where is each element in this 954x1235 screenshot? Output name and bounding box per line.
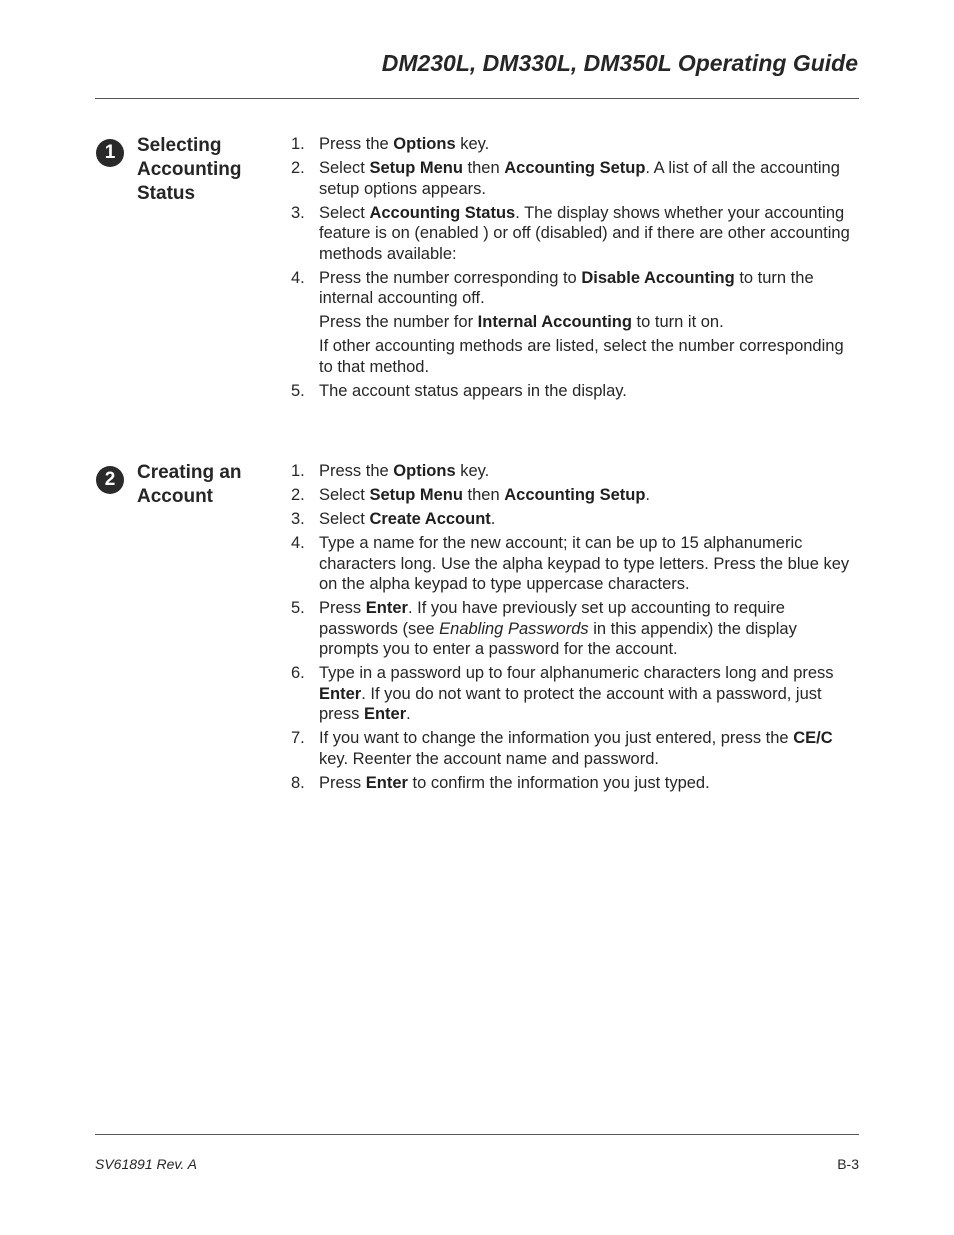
step-text — [319, 485, 859, 506]
step-text — [319, 663, 859, 725]
key-term: Create Account — [369, 510, 491, 528]
step-number: 2. — [291, 159, 305, 177]
text-run: Press — [319, 773, 366, 792]
step-list — [291, 134, 859, 405]
text-run: to turn the internal accounting off. — [319, 268, 814, 307]
step-list — [291, 461, 859, 797]
text-run: Press — [319, 599, 366, 617]
step-number: 8. — [291, 773, 305, 792]
text-run: . If you do not want to protect the account with a password, just press — [319, 684, 822, 723]
section-number-badge: 1 — [96, 139, 124, 167]
step-number: 3. — [291, 510, 305, 528]
key-term: CE/C — [793, 729, 833, 747]
text-run: then — [462, 159, 505, 177]
step-text — [319, 773, 859, 794]
key-term: Options — [393, 462, 456, 480]
step-item — [291, 728, 859, 769]
text-run: Type a name for the new account; it can be up to 15 alphanumeric characters long. Use the alpha keypad to type letters. Press the blue key on the alpha keypad to type uppercase characters. — [319, 534, 850, 593]
header-divider — [95, 98, 859, 99]
section-number-badge: 2 — [96, 466, 124, 494]
text-run: . The display shows whether your accounting feature is on (enabled ) or off (disabled) and if there are other accounting methods available: — [319, 203, 850, 263]
step-number: 5. — [291, 599, 305, 617]
step-text — [319, 598, 859, 660]
text-run: Press the number corresponding to — [319, 268, 582, 287]
step-text — [319, 533, 859, 595]
text-run: Press the — [319, 135, 394, 153]
text-run: in this appendix) the display prompts you to enter a password for the account. — [319, 619, 797, 658]
text-run: If you want to change the information you just entered, press the — [319, 729, 794, 747]
step-item — [291, 268, 859, 378]
step-item — [291, 461, 859, 482]
key-term: Enter — [319, 684, 362, 703]
text-run: . — [645, 486, 651, 504]
text-run: Press the — [319, 462, 394, 480]
section-heading: Creating an Account — [137, 462, 242, 507]
step-number: 7. — [291, 729, 305, 747]
step-item — [291, 533, 859, 595]
text-run: . A list of all the accounting setup options appears. — [319, 159, 840, 198]
text-run: If other accounting methods are listed, select the number corresponding to that method. — [319, 337, 844, 376]
text-run: The account status appears in the display. — [319, 381, 627, 400]
key-term: Setup Menu — [369, 159, 463, 177]
document-number: SV61891 Rev. A — [95, 1156, 197, 1172]
text-run: Select — [319, 486, 370, 504]
step-number: 3. — [291, 203, 305, 222]
step-text — [319, 509, 859, 530]
step-number: 4. — [291, 534, 305, 552]
step-text — [319, 728, 859, 769]
step-number: 2. — [291, 486, 305, 504]
text-run: to confirm the information you just typed. — [407, 773, 710, 792]
key-term: Accounting Setup — [504, 486, 646, 504]
step-text — [319, 158, 859, 199]
text-run: Select — [319, 159, 370, 177]
step-item — [291, 598, 859, 660]
step-text — [319, 336, 859, 377]
key-term: Enter — [365, 599, 408, 617]
footer-divider — [95, 1134, 859, 1135]
step-item — [291, 158, 859, 199]
text-run: key. — [455, 462, 490, 480]
key-term: Disable Accounting — [581, 268, 735, 287]
key-term: Enter — [365, 773, 408, 792]
step-text — [319, 203, 859, 265]
text-run: then — [462, 486, 505, 504]
text-run: Type in a password up to four alphanumeric characters long and press — [319, 664, 834, 682]
step-text — [319, 312, 859, 333]
step-number: 6. — [291, 664, 305, 682]
reference-title: Enabling Passwords — [439, 619, 589, 638]
step-text — [319, 381, 859, 402]
page-title: DM230L, DM330L, DM350L Operating Guide — [381, 50, 858, 76]
text-run: Select — [319, 203, 370, 222]
text-run: to turn it on. — [631, 313, 724, 331]
step-item — [291, 509, 859, 530]
step-number: 1. — [291, 462, 305, 480]
step-item — [291, 485, 859, 506]
key-term: Enter — [363, 705, 407, 723]
text-run: . If you have previously set up accounting to require passwords (see — [319, 599, 785, 638]
text-run: key. — [455, 135, 490, 153]
text-run: Press the number for — [319, 313, 478, 331]
page-number: B-3 — [837, 1156, 859, 1172]
key-term: Accounting Status — [369, 203, 516, 222]
step-item — [291, 203, 859, 265]
key-term: Internal Accounting — [477, 313, 632, 331]
step-item — [291, 773, 859, 794]
text-run: key. Reenter the account name and password. — [319, 749, 659, 768]
step-text — [319, 461, 859, 482]
section-heading: Selecting Accounting Status — [137, 135, 242, 204]
step-text — [319, 134, 859, 155]
key-term: Setup Menu — [369, 486, 463, 504]
text-run: . — [490, 510, 496, 528]
step-number: 5. — [291, 381, 305, 400]
step-item — [291, 134, 859, 155]
text-run: . — [406, 705, 411, 723]
step-item — [291, 381, 859, 402]
step-text — [319, 268, 859, 309]
step-number: 1. — [291, 135, 305, 153]
step-number: 4. — [291, 268, 305, 287]
key-term: Options — [393, 135, 456, 153]
key-term: Accounting Setup — [504, 159, 646, 177]
text-run: Select — [319, 510, 370, 528]
step-item — [291, 663, 859, 725]
